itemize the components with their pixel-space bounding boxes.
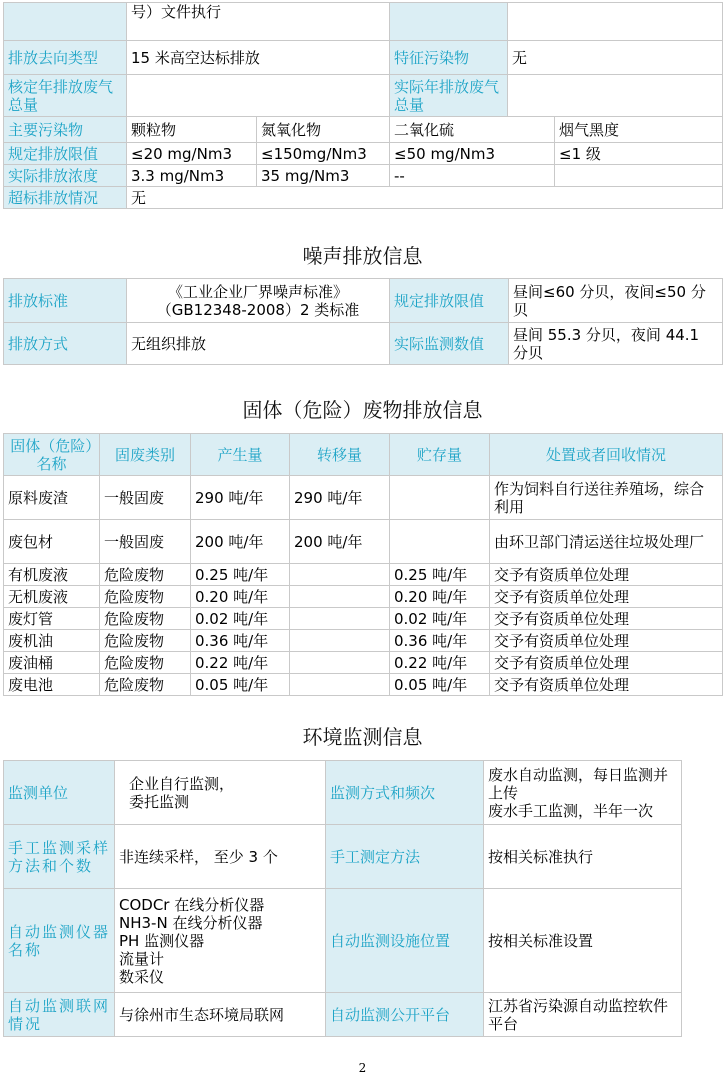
waste-cell: 废电池 xyxy=(4,674,100,696)
auto-facility-location-label: 自动监测设施位置 xyxy=(326,889,484,993)
public-platform-value: 江苏省污染源自动监控软件平台 xyxy=(484,993,682,1037)
monitor-unit-value: 企业自行监测， 委托监测 xyxy=(115,761,326,825)
waste-cell: 0.05 吨/年 xyxy=(191,674,290,696)
waste-cell: 0.20 吨/年 xyxy=(390,586,490,608)
waste-cell: 危险废物 xyxy=(100,674,191,696)
discharge-destination-value: 15 米高空达标排放 xyxy=(127,41,390,75)
waste-cell: 交予有资质单位处理 xyxy=(490,608,723,630)
waste-cell: 200 吨/年 xyxy=(191,520,290,564)
pollutant-cell: 烟气黑度 xyxy=(555,117,723,143)
pollutant-cell: 颗粒物 xyxy=(127,117,257,143)
characteristic-pollutant-value: 无 xyxy=(508,41,723,75)
limit-cell: ≤50 mg/Nm3 xyxy=(390,143,555,165)
approved-annual-total-value xyxy=(127,75,390,117)
waste-cell: 废油桶 xyxy=(4,652,100,674)
waste-header: 产生量 xyxy=(191,434,290,476)
noise-section-title: 噪声排放信息 xyxy=(302,244,423,268)
waste-cell: 一般固废 xyxy=(100,520,191,564)
waste-cell xyxy=(290,630,390,652)
waste-header: 固体（危险）名称 xyxy=(4,434,100,476)
characteristic-pollutant-label: 特征污染物 xyxy=(390,41,508,75)
main-pollutant-label: 主要污染物 xyxy=(4,117,127,143)
approved-annual-total-label: 核定年排放废气总量 xyxy=(4,75,127,117)
noise-standard-value: 《工业企业厂界噪声标准》（GB12348-2008）2 类标准 xyxy=(127,279,390,323)
waste-cell: 0.20 吨/年 xyxy=(191,586,290,608)
table-row xyxy=(4,520,723,564)
waste-cell: 废包材 xyxy=(4,520,100,564)
waste-cell: 交予有资质单位处理 xyxy=(490,652,723,674)
gas-prev-value: 号）文件执行 xyxy=(127,3,390,41)
waste-cell xyxy=(390,520,490,564)
waste-cell: 有机废液 xyxy=(4,564,100,586)
noise-standard-label: 排放标准 xyxy=(4,279,127,323)
auto-facility-location-value: 按相关标准设置 xyxy=(484,889,682,993)
solid-waste-table xyxy=(3,433,723,696)
noise-limit-label: 规定排放限值 xyxy=(390,279,509,323)
waste-cell: 290 吨/年 xyxy=(290,476,390,520)
monitor-unit-label: 监测单位 xyxy=(4,761,115,825)
actual-cell: 35 mg/Nm3 xyxy=(257,165,390,187)
noise-mode-label: 排放方式 xyxy=(4,323,127,365)
table-row xyxy=(4,476,723,520)
waste-cell xyxy=(390,476,490,520)
noise-measured-value: 昼间 55.3 分贝，夜间 44.1 分贝 xyxy=(509,323,723,365)
table-row xyxy=(4,630,723,652)
waste-cell: 0.22 吨/年 xyxy=(191,652,290,674)
table-row xyxy=(4,608,723,630)
waste-cell: 交予有资质单位处理 xyxy=(490,630,723,652)
monitor-section-title: 环境监测信息 xyxy=(302,725,423,749)
auto-instrument-value: CODCr 在线分析仪器 NH3-N 在线分析仪器 PH 监测仪器 流量计 数采仪 xyxy=(115,889,326,993)
discharge-destination-label: 排放去向类型 xyxy=(4,41,127,75)
public-platform-label: 自动监测公开平台 xyxy=(326,993,484,1037)
waste-cell xyxy=(290,586,390,608)
auto-instrument-label: 自动监测仪器名称 xyxy=(4,889,115,993)
actual-cell: -- xyxy=(390,165,555,187)
waste-cell: 一般固废 xyxy=(100,476,191,520)
waste-cell: 交予有资质单位处理 xyxy=(490,674,723,696)
noise-limit-value: 昼间≤60 分贝，夜间≤50 分贝 xyxy=(509,279,723,323)
manual-sampling-label: 手工监测采样方法和个数 xyxy=(4,825,115,889)
actual-concentration-label: 实际排放浓度 xyxy=(4,165,127,187)
limit-cell: ≤20 mg/Nm3 xyxy=(127,143,257,165)
auto-network-label: 自动监测联网情况 xyxy=(4,993,115,1037)
pollutant-cell: 二氧化硫 xyxy=(390,117,555,143)
waste-section-title: 固体（危险）废物排放信息 xyxy=(242,398,483,422)
waste-cell: 0.02 吨/年 xyxy=(390,608,490,630)
monitor-method-value: 废水自动监测，每日监测并上传 废水手工监测，半年一次 xyxy=(484,761,682,825)
noise-measured-label: 实际监测数值 xyxy=(390,323,509,365)
waste-cell: 危险废物 xyxy=(100,630,191,652)
waste-header: 转移量 xyxy=(290,434,390,476)
actual-cell xyxy=(555,165,723,187)
waste-cell: 0.36 吨/年 xyxy=(390,630,490,652)
waste-cell: 0.22 吨/年 xyxy=(390,652,490,674)
manual-method-label: 手工测定方法 xyxy=(326,825,484,889)
page-number: 2 xyxy=(358,1061,367,1075)
waste-header: 处置或者回收情况 xyxy=(490,434,723,476)
waste-cell: 危险废物 xyxy=(100,586,191,608)
monitor-method-label: 监测方式和频次 xyxy=(326,761,484,825)
waste-cell xyxy=(290,608,390,630)
waste-cell xyxy=(290,564,390,586)
manual-method-value: 按相关标准执行 xyxy=(484,825,682,889)
waste-cell: 0.02 吨/年 xyxy=(191,608,290,630)
gas-prev-label2-cell xyxy=(390,3,508,41)
actual-annual-total-label: 实际年排放废气总量 xyxy=(390,75,508,117)
gas-prev-label-cell xyxy=(4,3,127,41)
actual-cell: 3.3 mg/Nm3 xyxy=(127,165,257,187)
waste-cell: 原料废渣 xyxy=(4,476,100,520)
waste-cell xyxy=(290,652,390,674)
waste-cell: 危险废物 xyxy=(100,608,191,630)
pollutant-cell: 氮氧化物 xyxy=(257,117,390,143)
waste-cell: 0.25 吨/年 xyxy=(191,564,290,586)
limit-label: 规定排放限值 xyxy=(4,143,127,165)
gas-emission-table xyxy=(3,2,723,209)
table-row xyxy=(4,652,723,674)
manual-sampling-value: 非连续采样， 至少 3 个 xyxy=(115,825,326,889)
waste-cell xyxy=(290,674,390,696)
limit-cell: ≤1 级 xyxy=(555,143,723,165)
waste-cell: 危险废物 xyxy=(100,564,191,586)
waste-cell: 交予有资质单位处理 xyxy=(490,586,723,608)
waste-cell: 无机废液 xyxy=(4,586,100,608)
waste-cell: 作为饲料自行送往养殖场，综合利用 xyxy=(490,476,723,520)
monitoring-table xyxy=(3,760,682,1037)
waste-cell: 200 吨/年 xyxy=(290,520,390,564)
waste-header: 贮存量 xyxy=(390,434,490,476)
waste-cell: 废灯管 xyxy=(4,608,100,630)
exceed-label: 超标排放情况 xyxy=(4,187,127,209)
waste-cell: 290 吨/年 xyxy=(191,476,290,520)
gas-prev-value2 xyxy=(508,3,723,41)
waste-cell: 由环卫部门清运送往垃圾处理厂 xyxy=(490,520,723,564)
waste-cell: 废机油 xyxy=(4,630,100,652)
noise-mode-value: 无组织排放 xyxy=(127,323,390,365)
limit-cell: ≤150mg/Nm3 xyxy=(257,143,390,165)
waste-cell: 危险废物 xyxy=(100,652,191,674)
waste-cell: 0.36 吨/年 xyxy=(191,630,290,652)
table-row xyxy=(4,674,723,696)
waste-cell: 0.25 吨/年 xyxy=(390,564,490,586)
noise-emission-table xyxy=(3,278,723,365)
waste-header: 固废类别 xyxy=(100,434,191,476)
waste-cell: 0.05 吨/年 xyxy=(390,674,490,696)
table-row xyxy=(4,586,723,608)
table-row xyxy=(4,564,723,586)
auto-network-value: 与徐州市生态环境局联网 xyxy=(115,993,326,1037)
actual-annual-total-value xyxy=(508,75,723,117)
waste-cell: 交予有资质单位处理 xyxy=(490,564,723,586)
exceed-value: 无 xyxy=(127,187,723,209)
